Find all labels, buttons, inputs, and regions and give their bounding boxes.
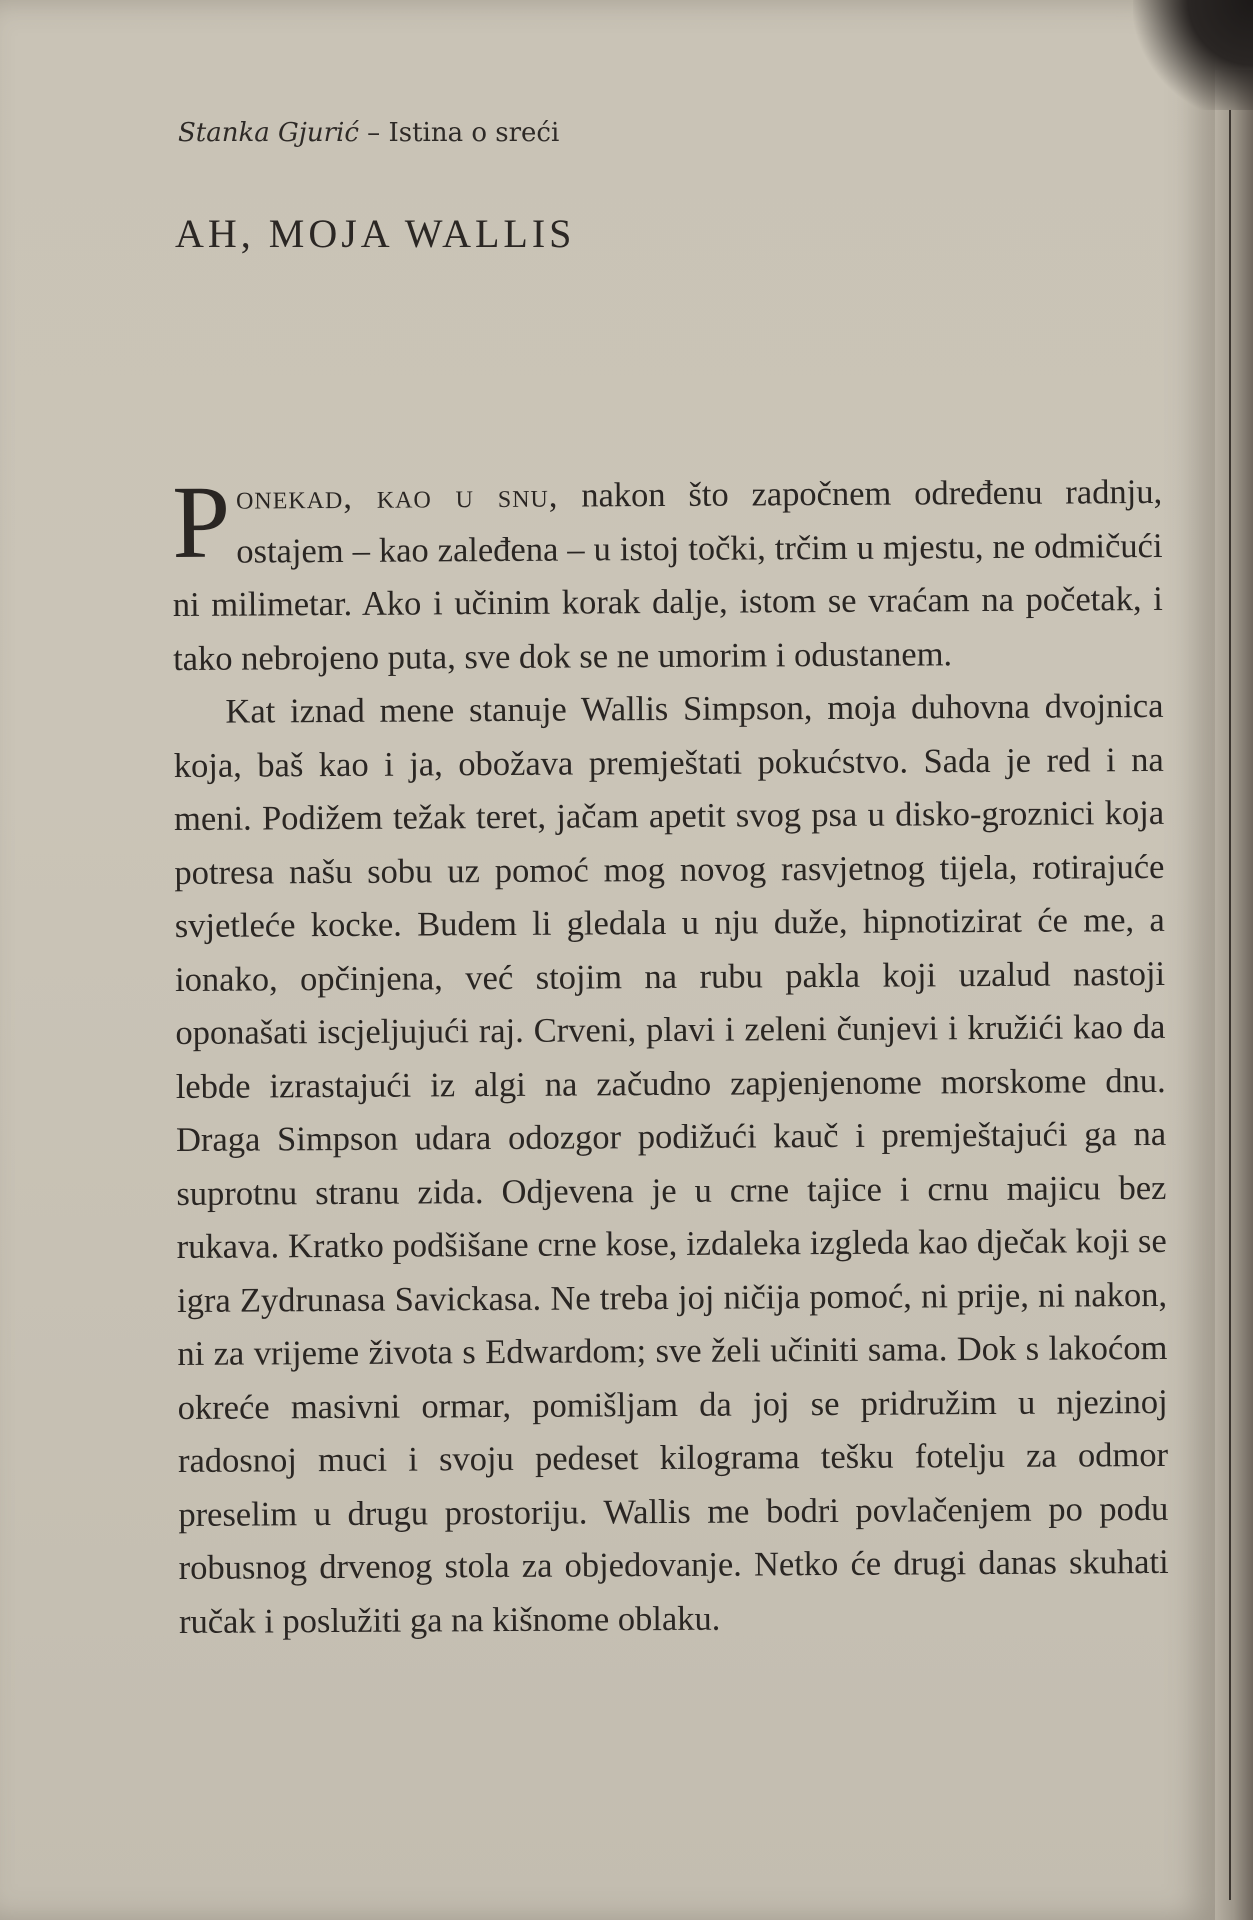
body-text: [172, 466, 1169, 1649]
author-name: Stanka Gjurić: [178, 118, 359, 148]
lead-in: onekad, kao u snu,: [235, 476, 559, 517]
background-corner: [1133, 0, 1253, 110]
page-edge-line: [1229, 110, 1231, 1900]
paragraph-second: Kat iznad mene stanuje Wallis Simpson, moja duhovna dvojnica koja, baš kao i ja, obožava premještati pokućstvo. Sada je red i na meni. Podižem težak teret, jačam apetit svog psa u disko-groznici koja potresa našu sobu uz pomoć mog novog rasvjetnog tijela, rotirajuće svjetleće kocke. Budem li gledala u nju duže, hipnotizirat će me, a ionako, opčinjena, već stojim na rubu pakla koji uzalud nastoji oponašati iscjeljujući raj. Crveni, plavi i zeleni čunjevi i kružići kao da lebde izrastajući iz algi na začudno zapjenjenome morskome dnu. Draga Simpson udara odozgor podižući kauč i premještajući ga na suprotnu stranu zida. Odjevena je u crne tajice i crnu majicu bez rukava. Kratko podšišane crne kose, izdaleka izgleda kao dječak koji se igra Zydrunasa Savickasa. Ne treba joj ničija pomoć, ni prije, ni nakon, ni za vrijeme života s Edwardom; sve želi učiniti sama. Dok s lakoćom okreće masivni ormar, pomišljam da joj se pridružim u njezinoj radosnoj muci i svoju pedeset kilograma tešku fotelju za odmor preselim u drugu prostoriju. Wallis me bodri povlačenjem po podu robusnog drvenog stola za objedovanje. Netko će drugi danas skuhati ručak i poslužiti ga na kišnome oblaku.: [173, 686, 1169, 1641]
paragraph-first: [172, 466, 1163, 686]
header-separator: –: [358, 118, 389, 148]
running-head: [178, 118, 559, 148]
paragraph-first-text: nakon što započnem određenu radnju, ostajem – kao zaleđena – u istoj točki, trčim u mjestu, ne odmičući ni milimetar. Ako i učinim korak dalje, istom se vraćam na početak, i tako nebrojeno puta, sve dok se ne umorim i odustanem.: [172, 472, 1163, 678]
drop-cap: P: [171, 464, 231, 580]
book-title: Istina o sreći: [388, 118, 560, 148]
chapter-title: AH, MOJA WALLIS: [175, 211, 576, 256]
page-edge: [1215, 70, 1253, 1920]
